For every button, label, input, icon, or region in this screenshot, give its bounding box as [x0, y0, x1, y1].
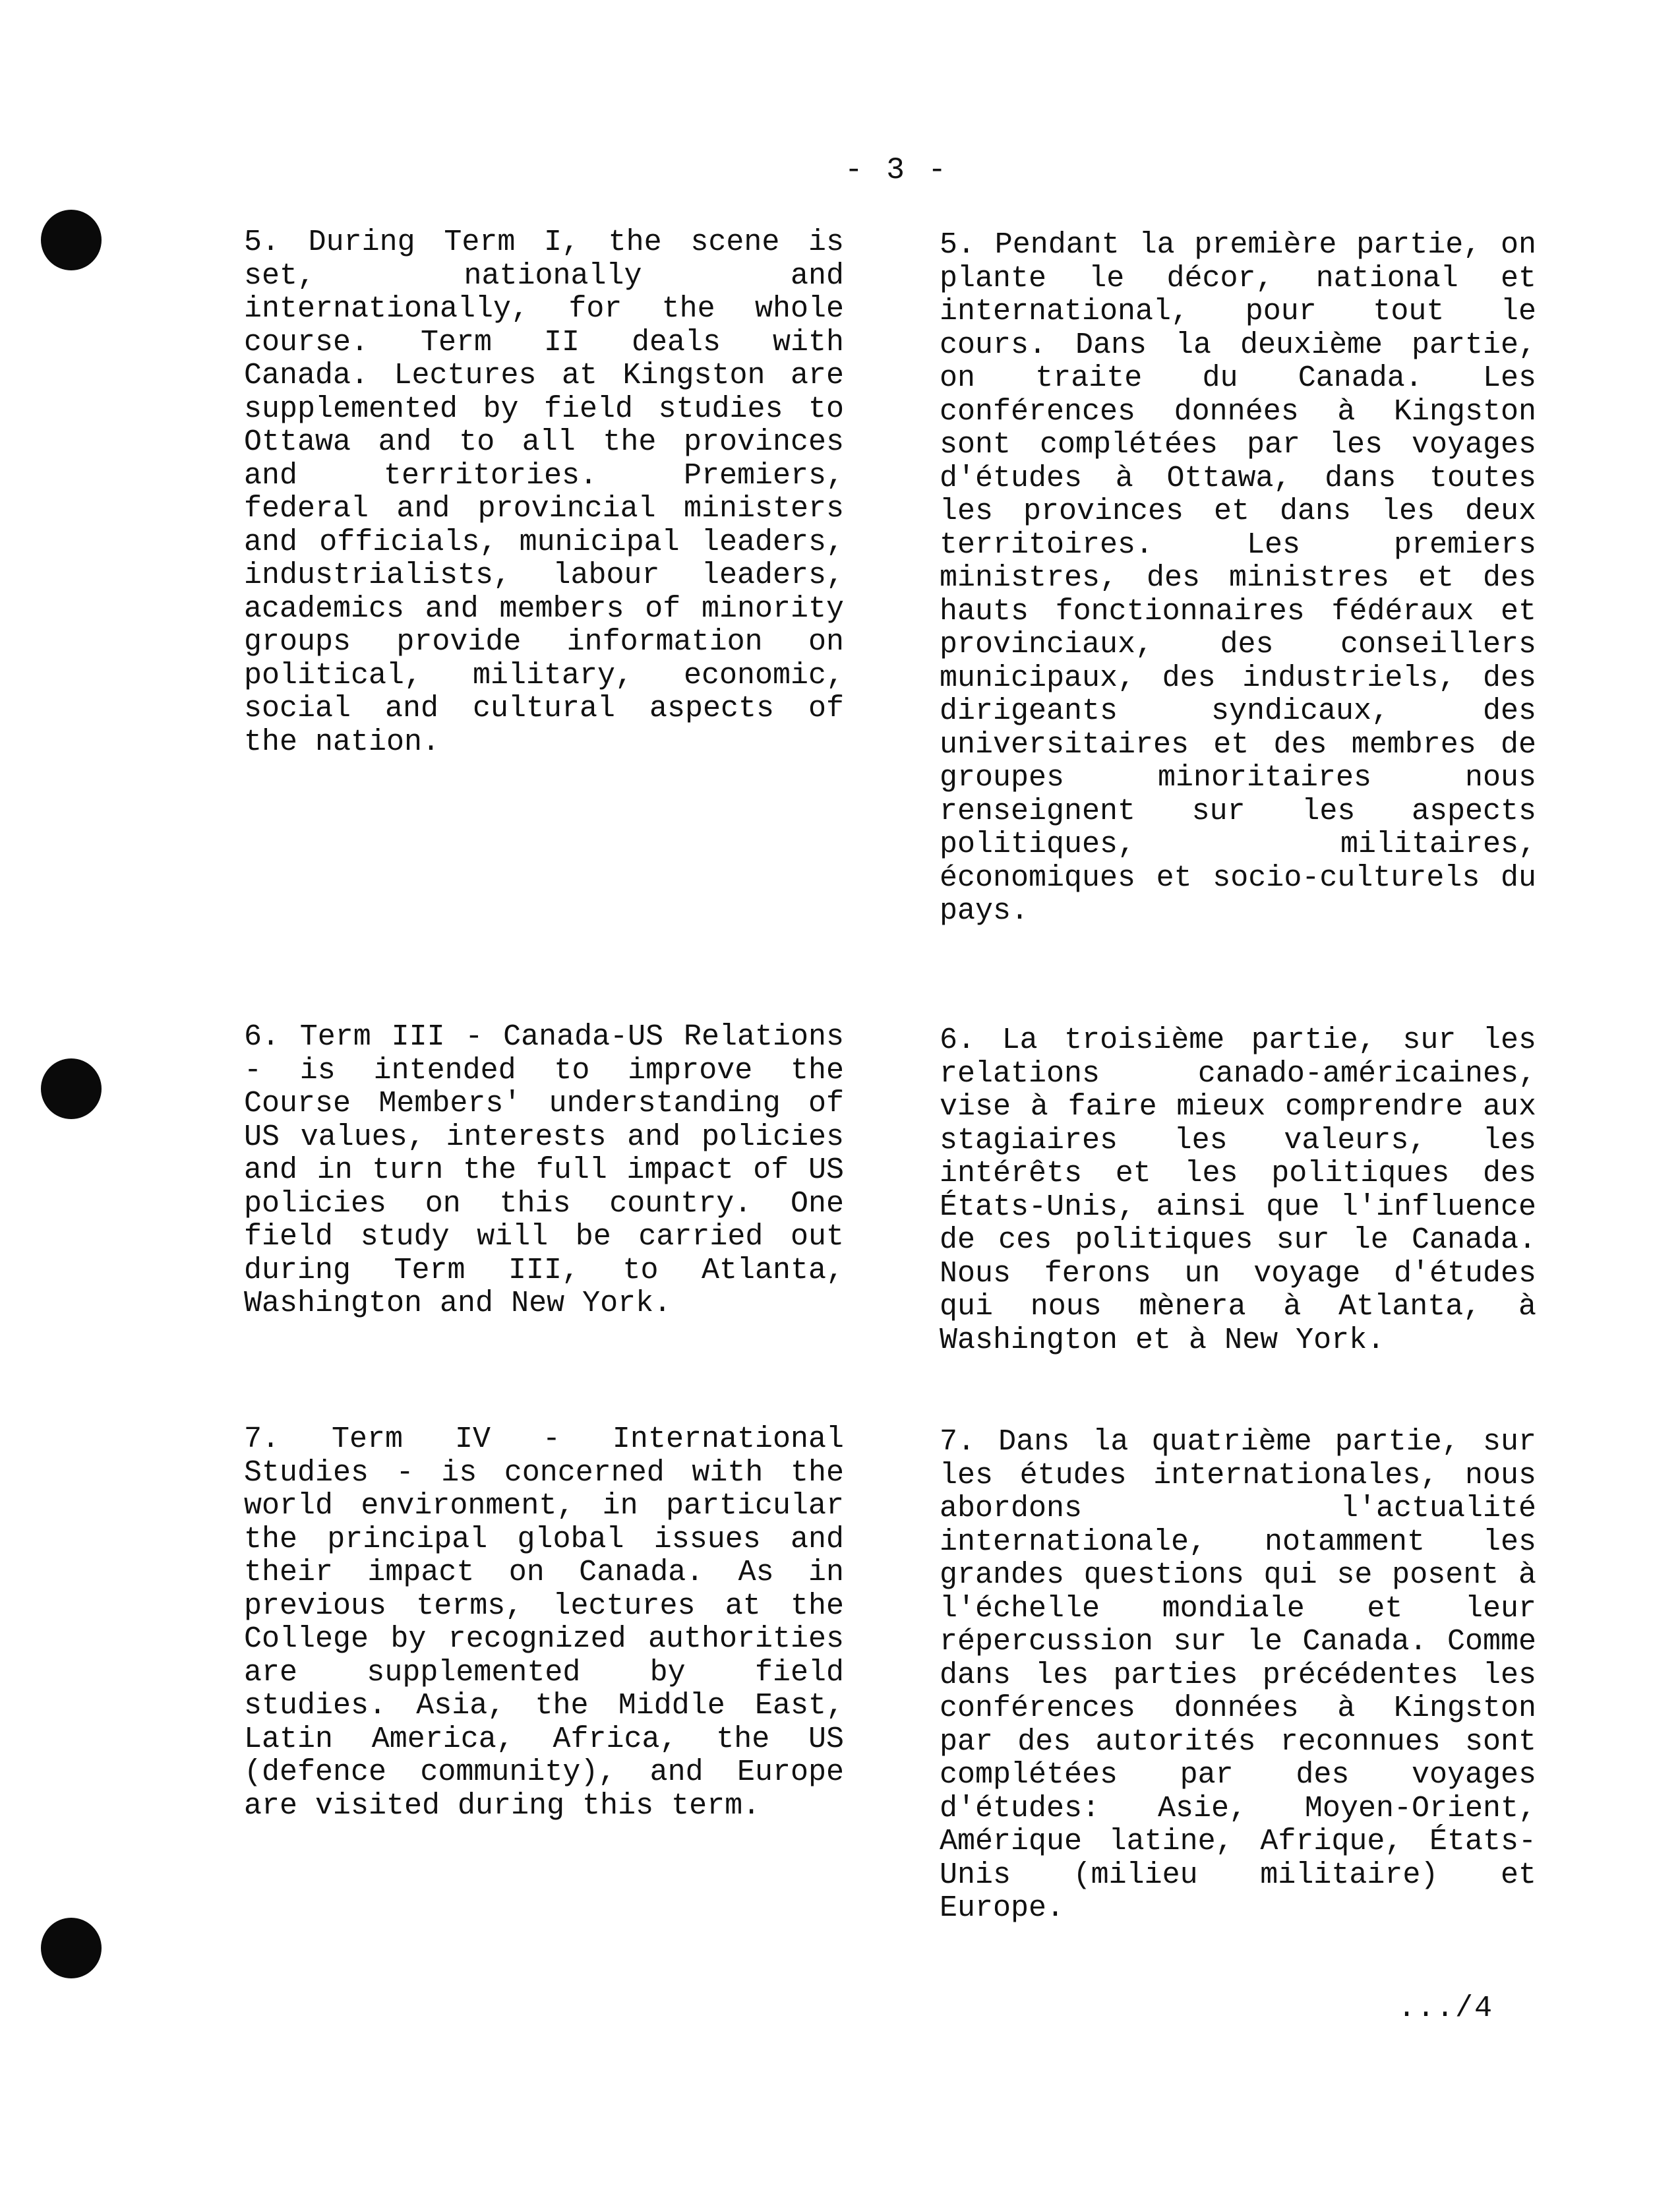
binder-hole-top: [41, 210, 102, 270]
binder-hole-bottom: [41, 1918, 102, 1978]
continued-marker: .../4: [1398, 1992, 1494, 2025]
paragraph-7-english: 7. Term IV - International Studies - is concerned with the world environment, in particular the principal global issues and their impact on Canada. As in previous terms, lectures at the College by recognized authorities are supplemented by field studies. Asia, the Middle East, Latin America, Africa, the US (defence community), and Europe are visited during this term.: [244, 1422, 844, 1823]
paragraph-5-english: 5. During Term I, the scene is set, nationally and internationally, for the whole course. Term II deals with Canada. Lectures at Kingston are supplemented by field studies to Ottawa and to all the provinces and territories. Premiers, federal and provincial ministers and officials, municipal leaders, industrialists, labour leaders, academics and members of minority groups provide information on political, military, economic, social and cultural aspects of the nation.: [244, 226, 844, 759]
binder-hole-middle: [41, 1058, 102, 1119]
paragraph-6-french: 6. La troisième partie, sur les relations canado-américaines, vise à faire mieux comprendre aux stagiaires les valeurs, les intérêts et les politiques des États-Unis, ainsi que l'influence de ces politiques sur le Canada. Nous ferons un voyage d'études qui nous mènera à Atlanta, à Washington et à New York.: [940, 1023, 1536, 1357]
paragraph-7-french: 7. Dans la quatrième partie, sur les études internationales, nous abordons l'actualité internationale, notamment les grandes questions qui se posent à l'échelle mondiale et leur répercussion sur le Canada. Comme dans les parties précédentes les conférences données à Kingston par des autorités reconnues sont complétées par des voyages d'études: Asie, Moyen-Orient, Amérique latine, Afrique, États-Unis (milieu militaire) et Europe.: [940, 1425, 1536, 1925]
paragraph-6-english: 6. Term III - Canada-US Relations - is intended to improve the Course Members' understanding of US values, interests and policies and in turn the full impact of US policies on this country. One field study will be carried out during Term III, to Atlanta, Washington and New York.: [244, 1020, 844, 1320]
page-number: - 3 -: [844, 153, 949, 187]
paragraph-5-french: 5. Pendant la première partie, on plante le décor, national et international, pour tout le cours. Dans la deuxième partie, on traite du Canada. Les conférences données à Kingston sont complétées par les voyages d'études à Ottawa, dans toutes les provinces et dans les deux territoires. Les premiers ministres, des ministres et des hauts fonctionnaires fédéraux et provinciaux, des conseillers municipaux, des industriels, des dirigeants syndicaux, des universitaires et des membres de groupes minoritaires nous renseignent sur les aspects politiques, militaires, économiques et socio-culturels du pays.: [940, 228, 1536, 928]
